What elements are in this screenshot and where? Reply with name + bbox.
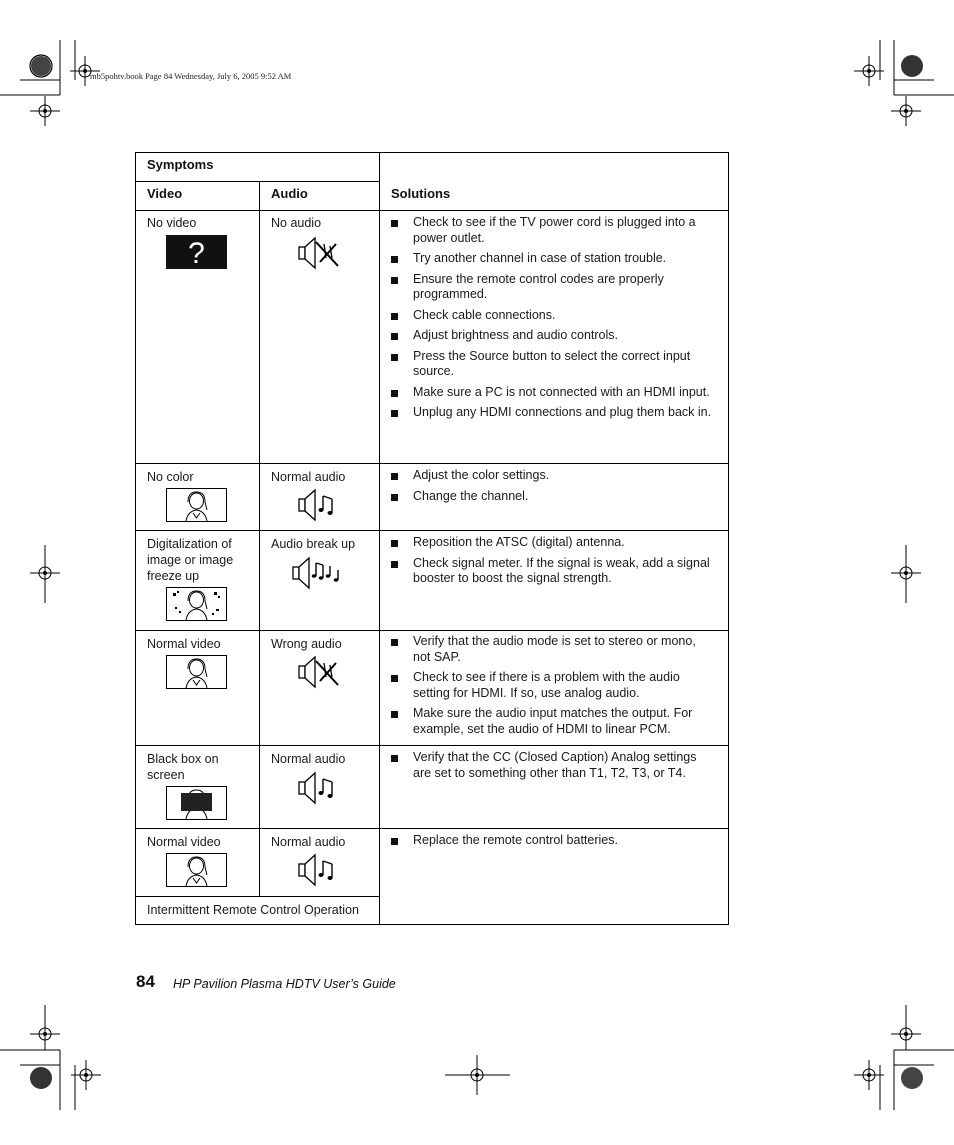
audio-symptom: Normal audio <box>271 752 346 766</box>
video-symptom: Black box on screen <box>147 752 219 782</box>
solution-item: Check to see if there is a problem with the audio setting for HDMI. If so, use analog audio. <box>391 670 716 701</box>
audio-symptom: Normal audio <box>271 835 346 849</box>
symptoms-header: Symptoms <box>147 157 214 172</box>
solution-item: Press the Source button to select the correct input source. <box>391 349 716 380</box>
normal-audio-speaker-icon <box>298 488 340 522</box>
solution-item: Make sure a PC is not connected with an HDMI input. <box>391 385 716 401</box>
solution-item: Check to see if the TV power cord is plugged into a power outlet. <box>391 215 716 246</box>
svg-text:?: ? <box>188 237 205 269</box>
video-symptom: Normal video <box>147 637 221 651</box>
solutions-list-remote <box>391 833 716 854</box>
solution-item: Change the channel. <box>391 489 716 505</box>
video-symptom: No color <box>147 470 194 484</box>
audio-symptom: Wrong audio <box>271 637 342 651</box>
audio-header: Audio <box>271 186 308 201</box>
solutions-list-digitalization <box>391 535 716 592</box>
tv-pixelated-person-icon <box>166 587 227 621</box>
tv-black-box-icon <box>166 786 227 820</box>
wrong-audio-speaker-icon <box>298 655 340 689</box>
solution-item: Make sure the audio input matches the output. For example, set the audio of HDMI to linear PCM. <box>391 706 716 737</box>
solution-item: Adjust the color settings. <box>391 468 716 484</box>
intermittent-remote-caption: Intermittent Remote Control Operation <box>147 903 359 917</box>
video-symptom: Normal video <box>147 835 221 849</box>
solution-item: Ensure the remote control codes are properly programmed. <box>391 272 716 303</box>
solution-item: Adjust brightness and audio controls. <box>391 328 716 344</box>
tv-person-icon <box>166 853 227 887</box>
solutions-list-black-box <box>391 750 716 786</box>
solutions-list-no-color <box>391 468 716 509</box>
video-symptom: Digitalization of image or image freeze up <box>147 537 234 583</box>
solution-item: Check signal meter. If the signal is weak, add a signal booster to boost the signal strength. <box>391 556 716 587</box>
solutions-header: Solutions <box>391 186 451 201</box>
muted-speaker-icon <box>298 236 340 270</box>
solution-item: Reposition the ATSC (digital) antenna. <box>391 535 716 551</box>
audio-symptom: Normal audio <box>271 470 346 484</box>
tv-person-icon <box>166 488 227 522</box>
solution-item: Replace the remote control batteries. <box>391 833 716 849</box>
guide-title: HP Pavilion Plasma HDTV User’s Guide <box>173 977 396 991</box>
book-page-info: mb5pohtv.book Page 84 Wednesday, July 6, 2005 9:52 AM <box>90 71 292 81</box>
solution-item: Check cable connections. <box>391 308 716 324</box>
no-video-question-icon <box>166 235 227 269</box>
video-symptom: No video <box>147 216 197 230</box>
solution-item: Try another channel in case of station trouble. <box>391 251 716 267</box>
audio-breakup-speaker-icon <box>292 556 346 590</box>
solution-item: Unplug any HDMI connections and plug them back in. <box>391 405 716 421</box>
solutions-list-wrong-audio <box>391 634 716 742</box>
solution-item: Verify that the CC (Closed Caption) Analog settings are set to something other than T1, T2, T3, or T4. <box>391 750 716 781</box>
tv-person-icon <box>166 655 227 689</box>
normal-audio-speaker-icon <box>298 771 340 805</box>
page-number: 84 <box>136 972 155 991</box>
solution-item: Verify that the audio mode is set to stereo or mono, not SAP. <box>391 634 716 665</box>
video-header: Video <box>147 186 183 201</box>
normal-audio-speaker-icon <box>298 853 340 887</box>
audio-symptom: Audio break up <box>271 537 356 551</box>
audio-symptom: No audio <box>271 216 322 230</box>
solutions-list-no-video <box>391 215 716 426</box>
